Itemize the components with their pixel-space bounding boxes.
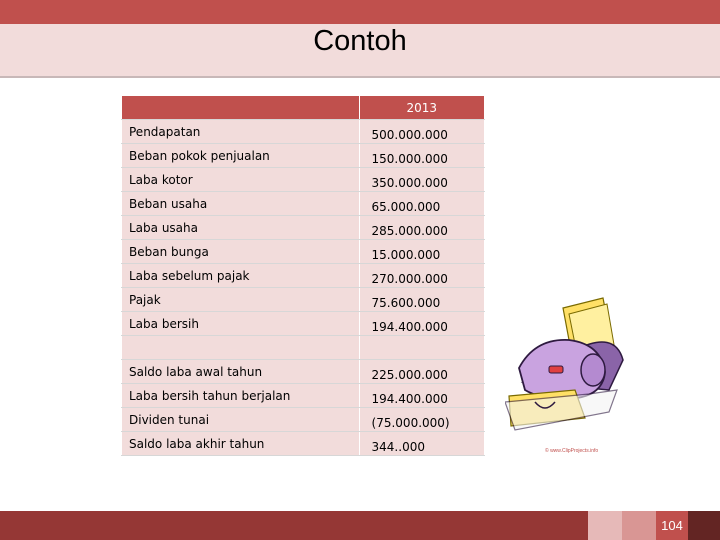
header-year: 2013 — [406, 100, 438, 115]
row-label: Saldo laba akhir tahun — [129, 436, 265, 451]
table-row — [122, 408, 485, 432]
row-value: 75.600.000 — [371, 295, 441, 310]
row-value: 65.000.000 — [371, 199, 441, 214]
row-value: 194.400.000 — [371, 319, 448, 334]
table-row — [122, 384, 485, 408]
row-value: 15.000.000 — [371, 247, 441, 262]
row-value: 350.000.000 — [371, 175, 448, 190]
clipart-caption: © www.ClipProjects.info — [545, 448, 599, 454]
footer-block — [588, 511, 622, 540]
table-row — [122, 168, 485, 192]
roller-end — [581, 354, 605, 386]
row-label: Beban bunga — [129, 244, 209, 259]
table-row — [122, 144, 485, 168]
header-empty-cell — [122, 96, 360, 120]
table-row — [122, 216, 485, 240]
row-value: 344..000 — [371, 439, 425, 454]
table-row — [122, 360, 485, 384]
row-value: 285.000.000 — [371, 223, 448, 238]
row-label: Pendapatan — [129, 124, 201, 139]
footer-block — [622, 511, 656, 540]
printer-button — [549, 366, 563, 373]
row-value: 270.000.000 — [371, 271, 448, 286]
row-label: Beban pokok penjualan — [129, 148, 270, 163]
table-row — [122, 240, 485, 264]
row-label: Laba usaha — [129, 220, 198, 235]
row-label: Laba sebelum pajak — [129, 268, 250, 283]
table-row — [122, 264, 485, 288]
row-label: Saldo laba awal tahun — [129, 364, 263, 379]
row-value: 500.000.000 — [371, 127, 448, 142]
printer-clipart — [505, 290, 630, 460]
row-value: 194.400.000 — [371, 391, 448, 406]
table-header-row — [122, 96, 485, 120]
row-label: Dividen tunai — [129, 412, 210, 427]
row-value: (75.000.000) — [371, 415, 450, 430]
row-value: 150.000.000 — [371, 151, 448, 166]
table-row — [122, 432, 485, 456]
row-label: Laba kotor — [129, 172, 193, 187]
table-row — [122, 288, 485, 312]
top-accent-bar — [0, 0, 720, 24]
page-number: 104 — [661, 518, 683, 533]
row-label: Laba bersih — [129, 316, 199, 331]
table-row-blank — [122, 336, 485, 360]
table-row — [122, 192, 485, 216]
row-label: Beban usaha — [129, 196, 208, 211]
row-label: Laba bersih tahun berjalan — [129, 388, 291, 403]
row-value: 225.000.000 — [371, 367, 448, 382]
slide-title: Contoh — [313, 25, 407, 57]
income-statement-table — [121, 95, 485, 456]
header-year-cell — [359, 96, 484, 120]
footer-block — [688, 511, 720, 540]
row-label: Pajak — [129, 292, 161, 307]
table-row — [122, 312, 485, 336]
table-row — [122, 120, 485, 144]
